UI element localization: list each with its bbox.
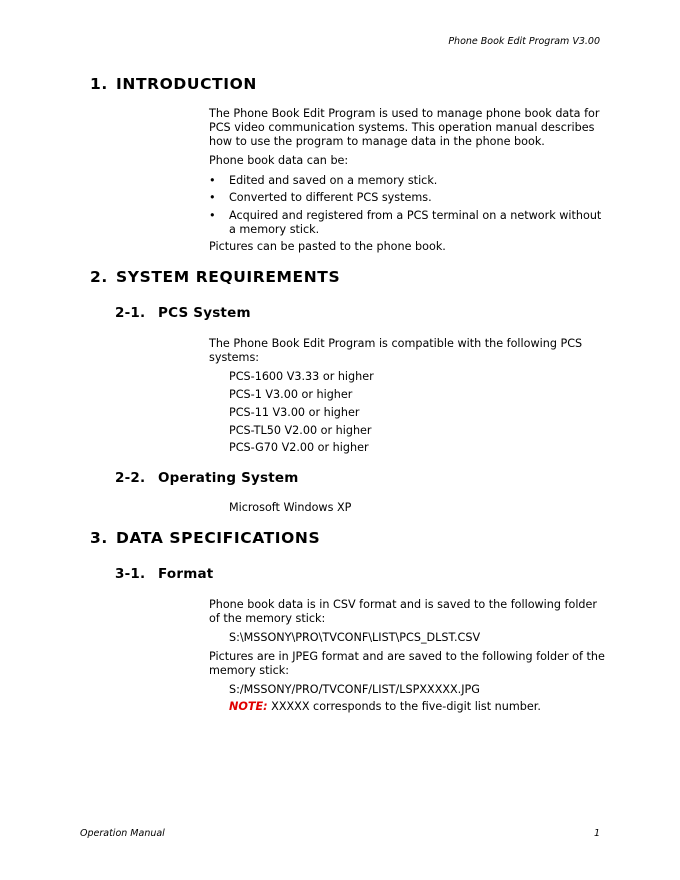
bullet-text: Converted to different PCS systems. [229, 191, 432, 204]
pcs-compat-paragraph: The Phone Book Edit Program is compatible with the following PCS systems: [209, 337, 583, 364]
section-1-heading [90, 75, 257, 93]
note-text: XXXXX corresponds to the five-digit list number. [267, 700, 541, 713]
bullet-icon: • [209, 174, 216, 187]
jpeg-path: S:/MSSONY/PRO/TVCONF/LIST/LSPXXXXX.JPG [229, 683, 480, 696]
section-number: 2. [90, 268, 108, 286]
intro-paragraph: The Phone Book Edit Program is used to manage phone book data for PCS video communication systems. This operation manual describes how to use the program to manage data in the phone book. [209, 107, 600, 148]
os-item: Microsoft Windows XP [229, 501, 352, 514]
section-title: SYSTEM REQUIREMENTS [116, 268, 341, 286]
section-number: 1. [90, 75, 108, 93]
subsection-title: Format [158, 566, 214, 582]
section-title: INTRODUCTION [116, 75, 257, 93]
subsection-2-2-heading [115, 470, 299, 486]
subsection-title: Operating System [158, 470, 299, 486]
bullet-icon: • [209, 191, 216, 204]
csv-format-paragraph: Phone book data is in CSV format and is saved to the following folder of the memory stick: [209, 598, 598, 625]
pcs-system-item: PCS-11 V3.00 or higher [229, 406, 360, 419]
section-title: DATA SPECIFICATIONS [116, 529, 321, 547]
bullet-icon: • [209, 209, 216, 222]
pcs-system-item: PCS-1 V3.00 or higher [229, 388, 353, 401]
section-2-heading [90, 268, 340, 286]
note-label: NOTE: [229, 700, 268, 713]
subsection-number: 2-1. [115, 305, 146, 321]
bullet-text: Acquired and registered from a PCS terminal on a network without a memory stick. [229, 209, 602, 236]
subsection-3-1-heading [115, 566, 213, 582]
pcs-system-item: PCS-G70 V2.00 or higher [229, 441, 369, 454]
lead-paragraph: Phone book data can be: [209, 154, 349, 167]
section-3-heading [90, 529, 320, 547]
subsection-2-1-heading [115, 305, 251, 321]
section-number: 3. [90, 529, 108, 547]
bullet-text: Edited and saved on a memory stick. [229, 174, 438, 187]
pictures-paragraph: Pictures can be pasted to the phone book. [209, 240, 446, 253]
note [229, 700, 541, 714]
pcs-system-item: PCS-TL50 V2.00 or higher [229, 424, 372, 437]
running-header: Phone Book Edit Program V3.00 [448, 36, 600, 47]
bullet-item [209, 209, 605, 237]
csv-path: S:\MSSONY\PRO\TVCONF\LIST\PCS_DLST.CSV [229, 631, 481, 644]
bullet-item [209, 191, 605, 205]
bullet-item [209, 174, 605, 188]
subsection-number: 3-1. [115, 566, 146, 582]
page-number: 1 [593, 828, 600, 839]
running-footer: Operation Manual [80, 828, 165, 839]
subsection-number: 2-2. [115, 470, 146, 486]
jpeg-format-paragraph: Pictures are in JPEG format and are saved to the following folder of the memory stick: [209, 650, 605, 677]
subsection-title: PCS System [158, 305, 251, 321]
pcs-system-item: PCS-1600 V3.33 or higher [229, 370, 374, 383]
